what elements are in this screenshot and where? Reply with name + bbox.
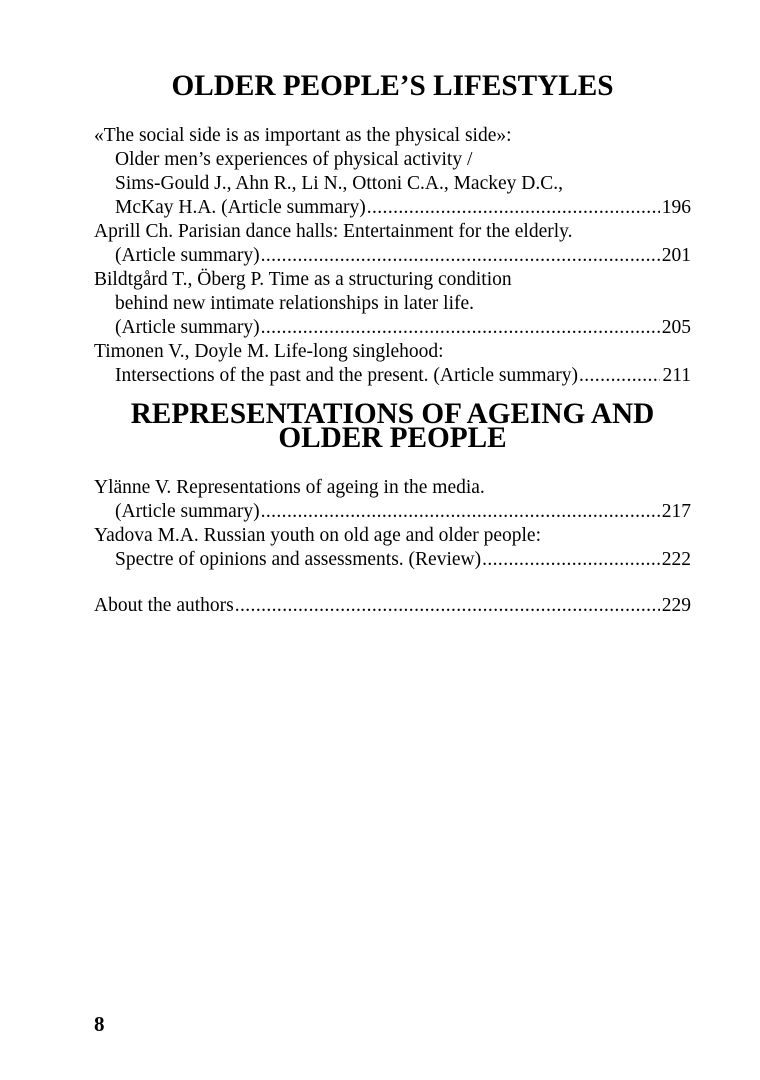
toc-entry-about-authors (94, 594, 691, 618)
entry-leader-line (94, 196, 691, 220)
entry-leader-line (94, 364, 691, 388)
entry-line: Aprill Ch. Parisian dance halls: Entertainment for the elderly. (94, 221, 573, 242)
entry-line: Yadova M.A. Russian youth on old age and older people: (94, 525, 542, 546)
toc-entry (94, 340, 691, 388)
entry-line: Ylänne V. Representations of ageing in the media. (94, 477, 485, 498)
toc-entry (94, 524, 691, 572)
page-number: 196 (661, 197, 691, 218)
dot-leader (579, 364, 660, 388)
entry-leader-line (94, 548, 691, 572)
entry-leader-line (94, 316, 691, 340)
entry-last-line: (Article summary) (115, 317, 260, 338)
entry-last-line: (Article summary) (115, 245, 260, 266)
section-title-representations: REPRESENTATIONS OF AGEING AND OLDER PEOPLE (130, 398, 655, 454)
entry-last-line: McKay H.A. (Article summary) (115, 197, 366, 218)
toc-entry (94, 220, 691, 268)
table-of-contents (94, 70, 691, 618)
dot-leader (367, 196, 660, 220)
dot-leader (261, 316, 660, 340)
page-number: 211 (662, 365, 691, 386)
toc-entry (94, 476, 691, 524)
toc-entry (94, 124, 691, 220)
entry-leader-line (94, 244, 691, 268)
entry-line: «The social side is as important as the physical side»: (94, 125, 512, 146)
page-number: 201 (661, 245, 691, 266)
dot-leader (482, 548, 660, 572)
about-authors-label: About the authors (94, 595, 234, 616)
entry-last-line: Intersections of the past and the present. (Article summary) (115, 365, 578, 386)
entry-line: Timonen V., Doyle M. Life-long singlehood: (94, 341, 444, 362)
dot-leader (235, 594, 660, 618)
page-number: 229 (661, 595, 691, 616)
entry-line: Sims-Gould J., Ahn R., Li N., Ottoni C.A., Mackey D.C., (115, 173, 563, 194)
dot-leader (261, 500, 660, 524)
dot-leader (261, 244, 660, 268)
entry-leader-line (94, 594, 691, 618)
entry-last-line: (Article summary) (115, 501, 260, 522)
entry-last-line: Spectre of opinions and assessments. (Review) (115, 549, 482, 570)
page-number: 217 (661, 501, 691, 522)
entry-line: behind new intimate relationships in later life. (115, 293, 475, 314)
page-number: 222 (661, 549, 691, 570)
page-number: 205 (661, 317, 691, 338)
entry-line: Bildtgård T., Öberg P. Time as a structuring condition (94, 269, 512, 290)
page-folio-number: 8 (94, 1012, 105, 1036)
toc-entry (94, 268, 691, 340)
section-title-lifestyles: OLDER PEOPLE’S LIFESTYLES (171, 70, 614, 102)
entry-leader-line (94, 500, 691, 524)
entry-line: Older men’s experiences of physical activity / (115, 149, 473, 170)
